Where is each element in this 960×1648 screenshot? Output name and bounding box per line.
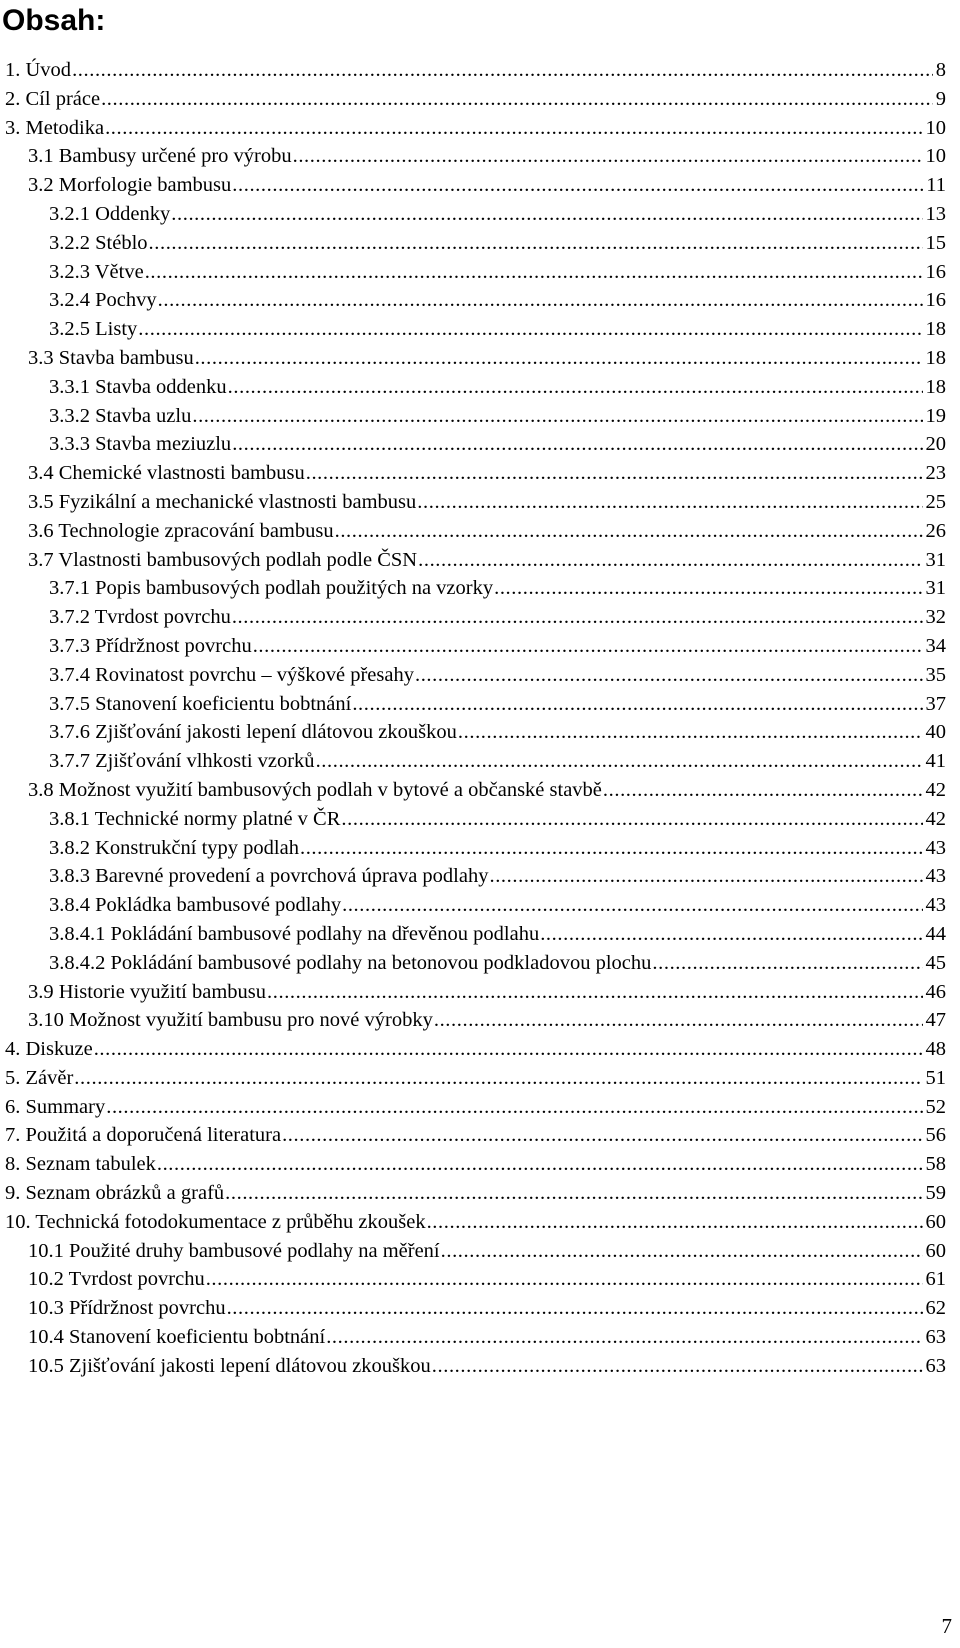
- toc-entry[interactable]: [0, 315, 960, 344]
- toc-entry-title[interactable]: 3.7.2 Tvrdost povrchu: [49, 606, 231, 629]
- toc-dot-leader: [326, 1323, 922, 1352]
- toc-entry[interactable]: [0, 1006, 960, 1035]
- toc-entry-title[interactable]: 3.2.1 Oddenky: [49, 202, 171, 225]
- toc-title: Obsah:: [2, 4, 106, 37]
- toc-entry-page[interactable]: 19: [925, 404, 946, 427]
- toc-entry-title[interactable]: 3.8.3 Barevné provedení a povrchová úprava podlahy: [49, 865, 489, 888]
- toc-entry-page[interactable]: 16: [925, 260, 946, 283]
- toc-entry-page[interactable]: 40: [925, 721, 946, 744]
- toc-dot-leader: [458, 718, 923, 747]
- toc-dot-leader: [157, 1150, 923, 1179]
- toc-entry-title[interactable]: 3.4 Chemické vlastnosti bambusu: [28, 462, 305, 485]
- toc-dot-leader: [441, 1237, 923, 1266]
- toc-entry-page[interactable]: 48: [925, 1038, 946, 1061]
- toc-entry[interactable]: [0, 430, 960, 459]
- toc-entry-title[interactable]: 3.10 Možnost využití bambusu pro nové výrobky: [28, 1009, 433, 1032]
- toc-entry[interactable]: [0, 373, 960, 402]
- toc-entry-title[interactable]: 3.2.3 Větve: [49, 260, 144, 283]
- toc-entry-title[interactable]: 10.5 Zjišťování jakosti lepení dlátovou zkouškou: [28, 1354, 431, 1377]
- toc-entry-title[interactable]: 3.5 Fyzikální a mechanické vlastnosti bambusu: [28, 490, 417, 513]
- toc-entry[interactable]: [0, 574, 960, 603]
- toc-dot-leader: [72, 56, 933, 85]
- toc-entry-title[interactable]: 3.7.3 Přídržnost povrchu: [49, 634, 252, 657]
- toc-entry-page[interactable]: 42: [925, 778, 946, 801]
- toc-entry-page[interactable]: 31: [925, 548, 946, 571]
- toc-dot-leader: [171, 200, 922, 229]
- toc-entry-page[interactable]: 41: [925, 750, 946, 773]
- toc-entry-page[interactable]: 43: [925, 836, 946, 859]
- toc-dot-leader: [427, 1208, 923, 1237]
- toc-entry-page[interactable]: 31: [925, 577, 946, 600]
- toc-dot-leader: [158, 286, 923, 315]
- toc-entry-page[interactable]: 23: [925, 462, 946, 485]
- toc-entry-page[interactable]: 25: [925, 490, 946, 513]
- toc-entry-page[interactable]: 8: [935, 59, 946, 81]
- toc-dot-leader: [145, 258, 923, 287]
- toc-dot-leader: [300, 834, 923, 863]
- toc-entry-title[interactable]: 6. Summary: [5, 1095, 106, 1118]
- toc-dot-leader: [267, 978, 922, 1007]
- toc-entry[interactable]: [0, 56, 960, 85]
- toc-dot-leader: [418, 546, 922, 575]
- toc-entry-title[interactable]: 3.7.1 Popis bambusových podlah použitých na vzorky: [49, 577, 494, 600]
- toc-entry[interactable]: [0, 1121, 960, 1150]
- toc-entry[interactable]: [0, 1064, 960, 1093]
- toc-dot-leader: [253, 632, 923, 661]
- toc-entry-page[interactable]: 56: [925, 1124, 946, 1147]
- toc-entry-page[interactable]: 61: [925, 1268, 946, 1291]
- toc-entry[interactable]: [0, 488, 960, 517]
- toc-dot-leader: [432, 1352, 923, 1381]
- toc-entry-page[interactable]: 51: [925, 1066, 946, 1089]
- toc-entry-page[interactable]: 9: [935, 87, 946, 110]
- toc-dot-leader: [352, 690, 922, 719]
- toc-entry-title[interactable]: 3.3 Stavba bambusu: [28, 346, 194, 369]
- toc-dot-leader: [206, 1265, 923, 1294]
- toc-entry-page[interactable]: 10: [925, 116, 946, 139]
- toc-dot-leader: [232, 430, 922, 459]
- toc-entry-page[interactable]: 63: [925, 1326, 946, 1349]
- toc-entry[interactable]: [0, 1265, 960, 1294]
- toc-dot-leader: [415, 661, 923, 690]
- toc-dot-leader: [316, 747, 923, 776]
- toc-entry[interactable]: [0, 920, 960, 949]
- toc-entry-title[interactable]: 3.3.2 Stavba uzlu: [49, 404, 192, 427]
- toc-entry-title[interactable]: 3.8.4 Pokládka bambusové podlahy: [49, 894, 342, 917]
- toc-entry[interactable]: [0, 229, 960, 258]
- toc-dot-leader: [228, 373, 923, 402]
- toc-entry[interactable]: [0, 747, 960, 776]
- toc-entry-page[interactable]: 32: [925, 606, 946, 629]
- toc-entry-page[interactable]: 42: [925, 807, 946, 830]
- toc-entry-title[interactable]: 3.2.5 Listy: [49, 318, 138, 341]
- toc-entry[interactable]: [0, 286, 960, 315]
- toc-dot-leader: [494, 574, 922, 603]
- toc-dot-leader: [149, 229, 923, 258]
- toc-dot-leader: [94, 1035, 923, 1064]
- toc-entry-page[interactable]: 18: [925, 375, 946, 398]
- page-number: 7: [941, 1614, 952, 1638]
- toc-entry-title[interactable]: 3.8.2 Konstrukční typy podlah: [49, 836, 299, 859]
- toc-entry-title[interactable]: 10.4 Stanovení koeficientu bobtnání: [28, 1326, 326, 1349]
- toc-entry-page[interactable]: 52: [925, 1095, 946, 1118]
- toc-entry[interactable]: [0, 805, 960, 834]
- toc-entry[interactable]: [0, 862, 960, 891]
- toc-entry[interactable]: [0, 546, 960, 575]
- toc-entry-page[interactable]: 60: [925, 1239, 946, 1262]
- toc-entry-title[interactable]: 3.9 Historie využití bambusu: [28, 980, 267, 1003]
- toc-entry[interactable]: [0, 171, 960, 200]
- toc-entry-title[interactable]: 10.1 Použité druhy bambusové podlahy na měření: [28, 1239, 440, 1262]
- toc-entry[interactable]: [0, 690, 960, 719]
- toc-entry-page[interactable]: 13: [925, 202, 946, 225]
- toc-entry[interactable]: [0, 1179, 960, 1208]
- toc-dot-leader: [138, 315, 922, 344]
- toc-entry-title[interactable]: 10.2 Tvrdost povrchu: [28, 1268, 205, 1291]
- toc-entry-page[interactable]: 60: [925, 1210, 946, 1233]
- toc-entry-page[interactable]: 16: [925, 289, 946, 312]
- toc-entry-title[interactable]: 3.2.4 Pochvy: [49, 289, 157, 312]
- toc-dot-leader: [195, 344, 923, 373]
- toc-entry-title[interactable]: 4. Diskuze: [5, 1038, 93, 1061]
- toc-entry-page[interactable]: 43: [925, 865, 946, 888]
- toc-entry[interactable]: [0, 603, 960, 632]
- toc-entry-title[interactable]: 3.7.5 Stanovení koeficientu bobtnání: [49, 692, 352, 715]
- toc-entry-page[interactable]: 44: [925, 922, 946, 945]
- toc-entry[interactable]: [0, 142, 960, 171]
- toc-entry-title[interactable]: 8. Seznam tabulek: [5, 1153, 156, 1176]
- toc-entry-title[interactable]: 3.7.4 Rovinatost povrchu – výškové přesahy: [49, 663, 414, 686]
- toc-entry[interactable]: [0, 200, 960, 229]
- toc-entry-page[interactable]: 63: [925, 1354, 946, 1377]
- toc-entry-page[interactable]: 15: [925, 231, 946, 254]
- toc-entry[interactable]: [0, 978, 960, 1007]
- toc-dot-leader: [74, 1064, 922, 1093]
- toc-entry-page[interactable]: 26: [925, 519, 946, 542]
- toc-entry[interactable]: [0, 1237, 960, 1266]
- toc-entry[interactable]: [0, 776, 960, 805]
- toc-entry-page[interactable]: 45: [925, 951, 946, 974]
- toc-entry-title[interactable]: 3.6 Technologie zpracování bambusu: [28, 519, 334, 542]
- toc-entry[interactable]: [0, 1323, 960, 1352]
- toc-entry-title[interactable]: 9. Seznam obrázků a grafů: [5, 1182, 225, 1205]
- toc-entry-title[interactable]: 3.8.4.2 Pokládání bambusové podlahy na betonovou podkladovou plochu: [49, 951, 652, 974]
- toc-entry-title[interactable]: 10.3 Přídržnost povrchu: [28, 1297, 226, 1320]
- toc-entry[interactable]: [0, 949, 960, 978]
- toc-entry[interactable]: [0, 1150, 960, 1179]
- toc-dot-leader: [293, 142, 923, 171]
- toc-entry-title[interactable]: 3.8.4.1 Pokládání bambusové podlahy na dřevěnou podlahu: [49, 922, 540, 945]
- toc-entry[interactable]: [0, 85, 960, 114]
- toc-dot-leader: [101, 85, 933, 114]
- toc-entry[interactable]: [0, 1035, 960, 1064]
- toc-entry-page[interactable]: 58: [925, 1153, 946, 1176]
- toc-entry[interactable]: [0, 1208, 960, 1237]
- toc-entry-title[interactable]: 3.7.7 Zjišťování vlhkosti vzorků: [49, 750, 315, 773]
- toc-entry-title[interactable]: 3.3.1 Stavba oddenku: [49, 375, 227, 398]
- toc-entry-title[interactable]: 7. Použitá a doporučená literatura: [5, 1124, 282, 1147]
- toc-entry[interactable]: [0, 632, 960, 661]
- toc-entry-page[interactable]: 43: [925, 894, 946, 917]
- toc-entry-page[interactable]: 34: [925, 634, 946, 657]
- toc-entry[interactable]: [0, 834, 960, 863]
- toc-entry-title[interactable]: 10. Technická fotodokumentace z průběhu zkoušek: [5, 1210, 426, 1233]
- toc-dot-leader: [540, 920, 922, 949]
- toc-entry-title[interactable]: 5. Závěr: [5, 1066, 74, 1089]
- toc-dot-leader: [603, 776, 923, 805]
- toc-entry[interactable]: [0, 1294, 960, 1323]
- toc-entry-title[interactable]: 3.8.1 Technické normy platné v ČR: [49, 807, 341, 830]
- toc-entry-page[interactable]: 35: [925, 663, 946, 686]
- toc-dot-leader: [105, 114, 922, 143]
- toc-dot-leader: [192, 402, 922, 431]
- toc-dot-leader: [232, 603, 923, 632]
- toc-entry-title[interactable]: 1. Úvod: [5, 59, 72, 81]
- toc-dot-leader: [335, 517, 923, 546]
- toc-entry-page[interactable]: 11: [926, 174, 946, 197]
- toc-entry[interactable]: [0, 661, 960, 690]
- toc-dot-leader: [225, 1179, 922, 1208]
- toc-dot-leader: [434, 1006, 923, 1035]
- toc-entry[interactable]: [0, 258, 960, 287]
- toc-entry-title[interactable]: 3.2 Morfologie bambusu: [28, 174, 232, 197]
- toc-dot-leader: [106, 1093, 922, 1122]
- toc-entry-page[interactable]: 59: [925, 1182, 946, 1205]
- table-of-contents: [0, 56, 960, 1381]
- toc-dot-leader: [489, 862, 922, 891]
- toc-entry[interactable]: [0, 718, 960, 747]
- toc-entry[interactable]: [0, 402, 960, 431]
- toc-entry-title[interactable]: 3.3.3 Stavba meziuzlu: [49, 433, 232, 456]
- toc-entry[interactable]: [0, 517, 960, 546]
- toc-entry[interactable]: [0, 891, 960, 920]
- toc-entry-title[interactable]: 3. Metodika: [5, 116, 105, 139]
- toc-entry[interactable]: [0, 114, 960, 143]
- toc-dot-leader: [342, 891, 922, 920]
- toc-entry-page[interactable]: 18: [925, 346, 946, 369]
- toc-entry-title[interactable]: 3.7 Vlastnosti bambusových podlah podle ČSN: [28, 548, 418, 571]
- toc-dot-leader: [417, 488, 922, 517]
- toc-entry-title[interactable]: 3.2.2 Stéblo: [49, 231, 148, 254]
- toc-dot-leader: [341, 805, 922, 834]
- toc-entry-page[interactable]: 37: [925, 692, 946, 715]
- toc-entry-page[interactable]: 20: [925, 433, 946, 456]
- toc-dot-leader: [282, 1121, 922, 1150]
- toc-entry-page[interactable]: 10: [925, 145, 946, 168]
- toc-dot-leader: [227, 1294, 923, 1323]
- toc-entry-title[interactable]: 2. Cíl práce: [5, 87, 101, 110]
- toc-dot-leader: [652, 949, 922, 978]
- toc-dot-leader: [232, 171, 923, 200]
- toc-entry-page[interactable]: 46: [925, 980, 946, 1003]
- toc-entry[interactable]: [0, 1093, 960, 1122]
- toc-entry[interactable]: [0, 344, 960, 373]
- toc-entry[interactable]: [0, 459, 960, 488]
- toc-entry-page[interactable]: 18: [925, 318, 946, 341]
- toc-entry-title[interactable]: 3.7.6 Zjišťování jakosti lepení dlátovou zkouškou: [49, 721, 457, 744]
- toc-entry-title[interactable]: 3.8 Možnost využití bambusových podlah v bytové a občanské stavbě: [28, 778, 602, 801]
- toc-entry-page[interactable]: 47: [925, 1009, 946, 1032]
- toc-entry-page[interactable]: 62: [925, 1297, 946, 1320]
- toc-entry-title[interactable]: 3.1 Bambusy určené pro výrobu: [28, 145, 292, 168]
- toc-dot-leader: [306, 459, 923, 488]
- toc-entry[interactable]: [0, 1352, 960, 1381]
